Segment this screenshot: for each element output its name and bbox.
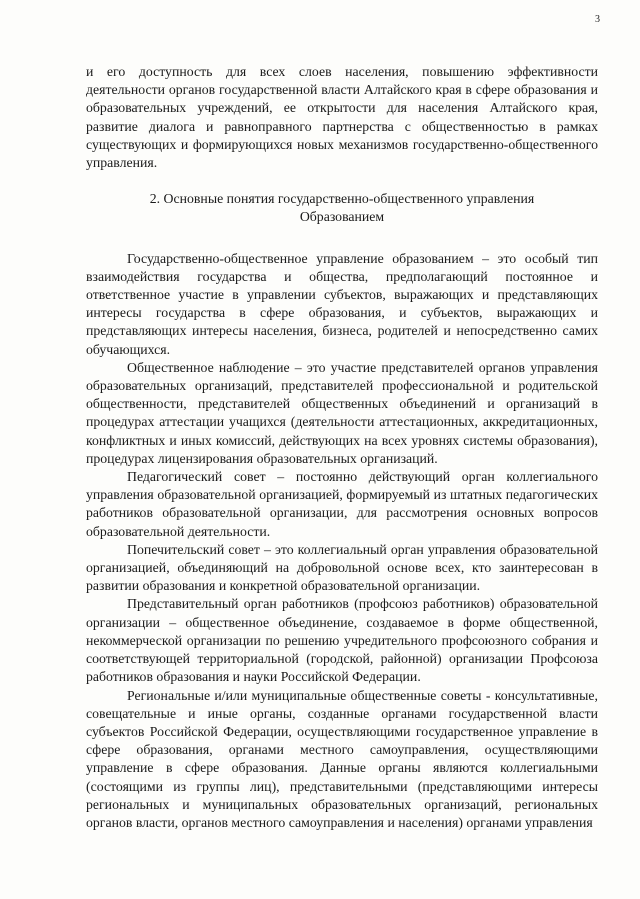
section-heading-line-2: Образованием — [299, 209, 385, 225]
document-body — [86, 63, 598, 832]
page-number: 3 — [595, 14, 600, 25]
paragraph-public-observation: Общественное наблюдение – это участие представителей органов управления образовательных организаций, представителей профессиональной и родительской общественности, представителей общественных объединений и организаций в процедурах аттестации учащихся (деятельности аттестационных, аккредитационных, конфликтных и иных комиссий, действующих на всех уровнях системы образования), процедурах лицензирования образовательных организаций. — [86, 359, 598, 466]
intro-paragraph: и его доступность для всех слоев населения, повышению эффективности деятельности органов государственной власти Алтайского края в сфере образования и образовательных учреждений, ее открытости для населения Алтайского края, развитие диалога и равноправного партнерства с общественностью в рамках существующих и формирующихся новых механизмов государственно-общественного управления. — [86, 64, 598, 171]
section-heading — [86, 190, 598, 226]
paragraph-pedagogical-council: Педагогический совет – постоянно действующий орган коллегиального управления образовательной организацией, формируемый из штатных педагогических работников образовательной организации, для рассмотрения основных вопросов образовательной деятельности. — [86, 469, 598, 539]
paragraph-public-councils: Региональные и/или муниципальные общественные советы - консультативные, совещательные и иные органы, созданные органами государственной власти субъектов Российской Федерации, осуществляющими государственное управление в сфере образования, органами местного самоуправления, осуществляющими управление в сфере образования. Данные органы являются коллегиальными (состоящими из группы лиц), представительными (представляющими интересы региональных и муниципальных образовательных организаций, региональных органов власти, органов местного самоуправления и населения) органами управления — [86, 687, 598, 830]
paragraph-workers-union: Представительный орган работников (профсоюз работников) образовательной организации – общественное объединение, создаваемое в форме общественной, некоммерческой организации по решению учредительного профсоюзного собрания и соответствующей территориальной (городской, районной) организации Профсоюза работников образования и науки Российской Федерации. — [86, 596, 598, 685]
paragraph-state-public-management: Государственно-общественное управление образованием – это особый тип взаимодействия государства и общества, предполагающий постоянное и ответственное участие в управлении субъектов, выражающих и представляющих интересы государства в сфере образования, и субъектов, выражающих и представляющих интересы населения, бизнеса, родителей и непосредственно самих обучающихся. — [86, 250, 598, 357]
section-heading-line-1: 2. Основные понятия государственно-общественного управления — [149, 191, 535, 207]
paragraph-board-of-trustees: Попечительский совет – это коллегиальный орган управления образовательной организацией, объединяющий на добровольной основе всех, кто заинтересован в развитии образования и конкретной образовательной организации. — [86, 541, 598, 594]
